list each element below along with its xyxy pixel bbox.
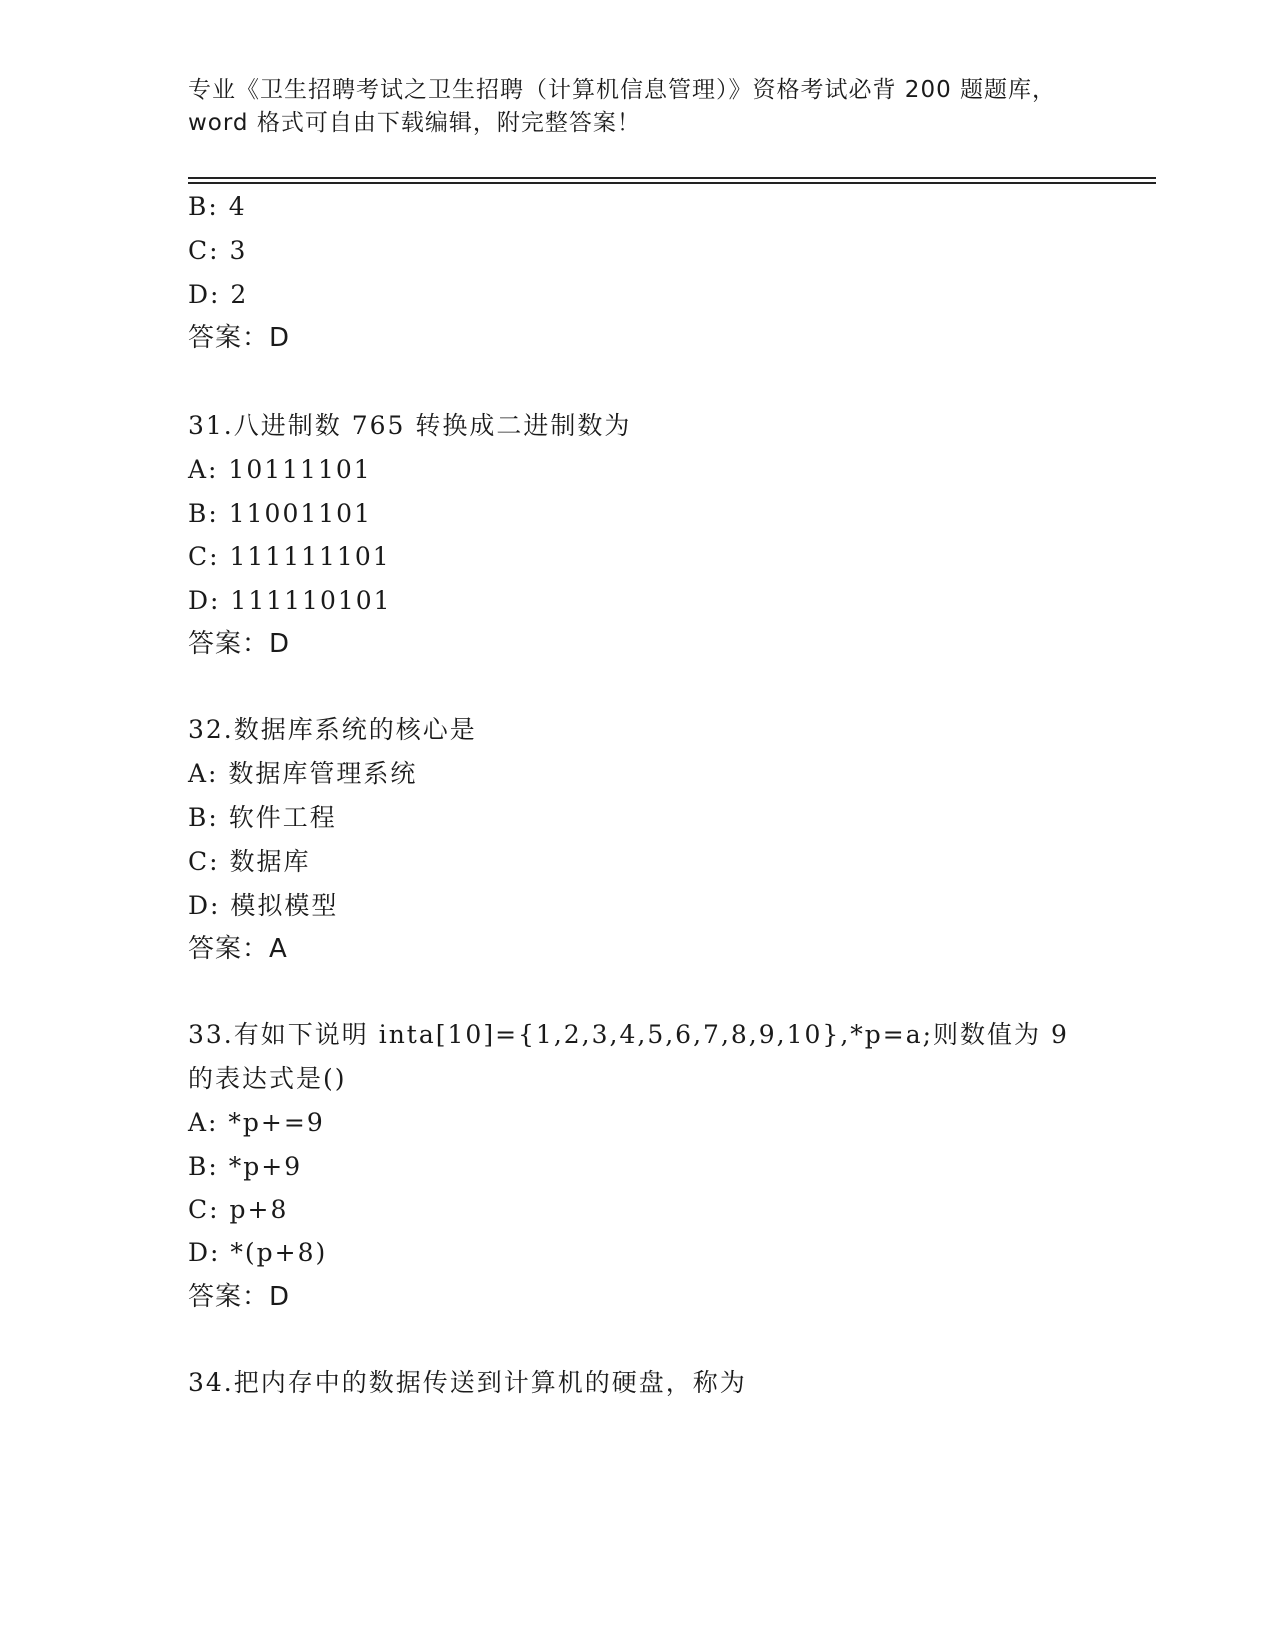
question-32-option-b: B: 软件工程 — [188, 803, 337, 832]
question-31-option-d: D: 111110101 — [188, 586, 392, 615]
header-title-line-1: 专业《卫生招聘考试之卫生招聘（计算机信息管理）》资格考试必背 200 题题库， — [188, 77, 1057, 103]
question-33-option-c: C: p+8 — [188, 1195, 289, 1224]
question-31-stem: 31.八进制数 765 转换成二进制数为 — [188, 411, 632, 440]
question-33-stem-line-1: 33.有如下说明 inta[10]={1,2,3,4,5,6,7,8,9,10},*p=a;则数值为 9 — [188, 1020, 1069, 1049]
question-32-option-d: D: 模拟模型 — [188, 891, 339, 920]
header-title-line-2: word 格式可自由下载编辑，附完整答案！ — [188, 110, 641, 136]
question-33-option-b: B: *p+9 — [188, 1152, 303, 1181]
option-b: B: 4 — [188, 192, 247, 221]
question-32-answer: 答案：A — [188, 934, 288, 964]
header-divider-bottom — [188, 182, 1156, 184]
document-header — [188, 74, 1088, 140]
question-33-answer: 答案：D — [188, 1282, 291, 1312]
header-divider-top — [188, 177, 1156, 179]
question-32-option-a: A: 数据库管理系统 — [188, 759, 418, 788]
question-31-answer: 答案：D — [188, 629, 291, 659]
question-31-option-a: A: 10111101 — [188, 455, 372, 484]
option-c: C: 3 — [188, 236, 248, 265]
question-32-stem: 32.数据库系统的核心是 — [188, 715, 477, 744]
question-31-option-c: C: 111111101 — [188, 542, 391, 571]
option-d: D: 2 — [188, 280, 249, 309]
question-33-option-d: D: *(p+8) — [188, 1238, 328, 1267]
question-34-stem: 34.把内存中的数据传送到计算机的硬盘，称为 — [188, 1368, 747, 1397]
question-31-option-b: B: 11001101 — [188, 499, 372, 528]
question-33-stem-line-2: 的表达式是() — [188, 1064, 347, 1093]
answer-line: 答案：D — [188, 323, 291, 353]
question-33-option-a: A: *p+=9 — [188, 1108, 325, 1137]
question-32-option-c: C: 数据库 — [188, 847, 311, 876]
